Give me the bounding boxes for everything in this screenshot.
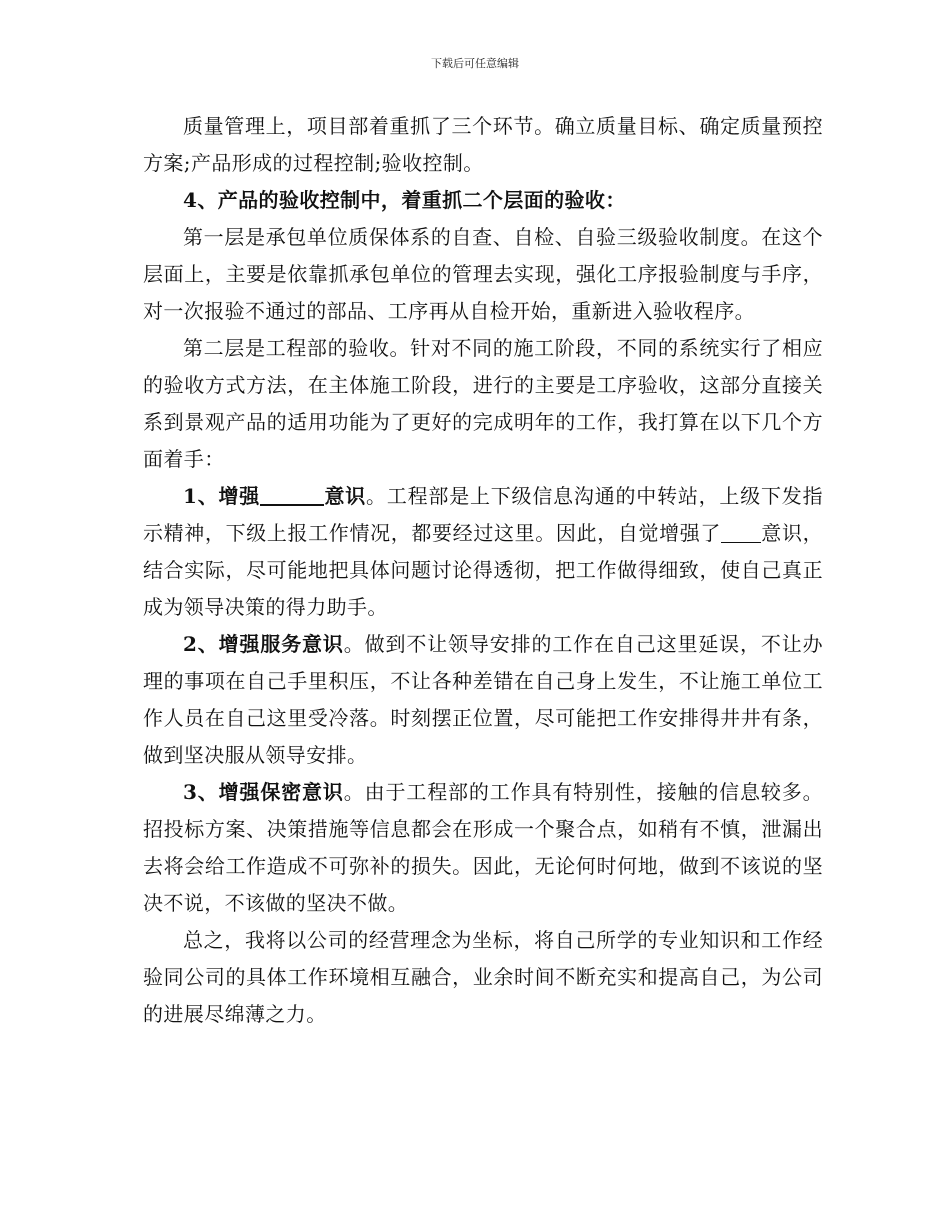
page-header: 下载后可任意编辑 — [431, 57, 519, 70]
paragraph-conclusion: 总之，我将以公司的经营理念为坐标，将自己所学的专业知识和工作经验同公司的具体工作环境相互融合，业余时间不断充实和提高自己，为公司的进展尽绵薄之力。 — [143, 928, 823, 1026]
item-text-1b: 意识，结合实际，尽可能地把具体问题讨论得透彻，把工作做得细致，使自己真正成为领导决策的得力助手。 — [143, 521, 823, 619]
item-lead-3: 3、增强保密意识 — [183, 780, 344, 804]
blank-underline — [721, 520, 761, 543]
item-text-2: 。做到不让领导安排的工作在自己这里延误，不让办理的事项在自己手里积压，不让各种差错在自己身上发生，不让施工单位工作人员在自己这里受冷落。时刻摆正位置，尽可能把工作安排得井井有条，做到坚决服从领导安排。 — [143, 632, 823, 767]
item-lead-1a: 1、增强 — [183, 484, 261, 508]
paragraph-second-layer: 第二层是工程部的验收。针对不同的施工阶段，不同的系统实行了相应的验收方式方法，在主体施工阶段，进行的主要是工序验收，这部分直接关系到景观产品的适用功能为了更好的完成明年的工作，我打算在以下几个方面着手： — [143, 336, 823, 471]
item-lead-2: 2、增强服务意识 — [183, 632, 344, 656]
item-text-1a: 。工程部是上下级信息沟通的中转站，上级下发指示精神，下级上报工作情况，都要经过这里。因此，自觉增强了 — [143, 484, 823, 545]
document-body — [143, 108, 823, 1033]
paragraph-confidentiality-awareness — [143, 774, 823, 922]
paragraph-quality-management: 质量管理上，项目部着重抓了三个环节。确立质量目标、确定质量预控方案;产品形成的过程控制;验收控制。 — [143, 114, 823, 175]
section-heading-acceptance: 4、产品的验收控制中，着重抓二个层面的验收： — [183, 188, 626, 212]
paragraph-first-layer: 第一层是承包单位质保体系的自查、自检、自验三级验收制度。在这个层面上，主要是依靠抓承包单位的管理去实现，强化工序报验制度与手序，对一次报验不通过的部品、工序再从自检开始，重新进入验收程序。 — [143, 225, 823, 323]
blank-underline — [260, 482, 324, 506]
paragraph-awareness-1 — [143, 478, 823, 626]
paragraph-service-awareness — [143, 626, 823, 774]
item-text-3: 。由于工程部的工作具有特别性，接触的信息较多。招投标方案、决策措施等信息都会在形成一个聚合点，如稍有不慎，泄漏出去将会给工作造成不可弥补的损失。因此，无论何时何地，做到不该说的坚决不说，不该做的坚决不做。 — [143, 780, 823, 915]
item-lead-1b: 意识 — [324, 484, 367, 508]
